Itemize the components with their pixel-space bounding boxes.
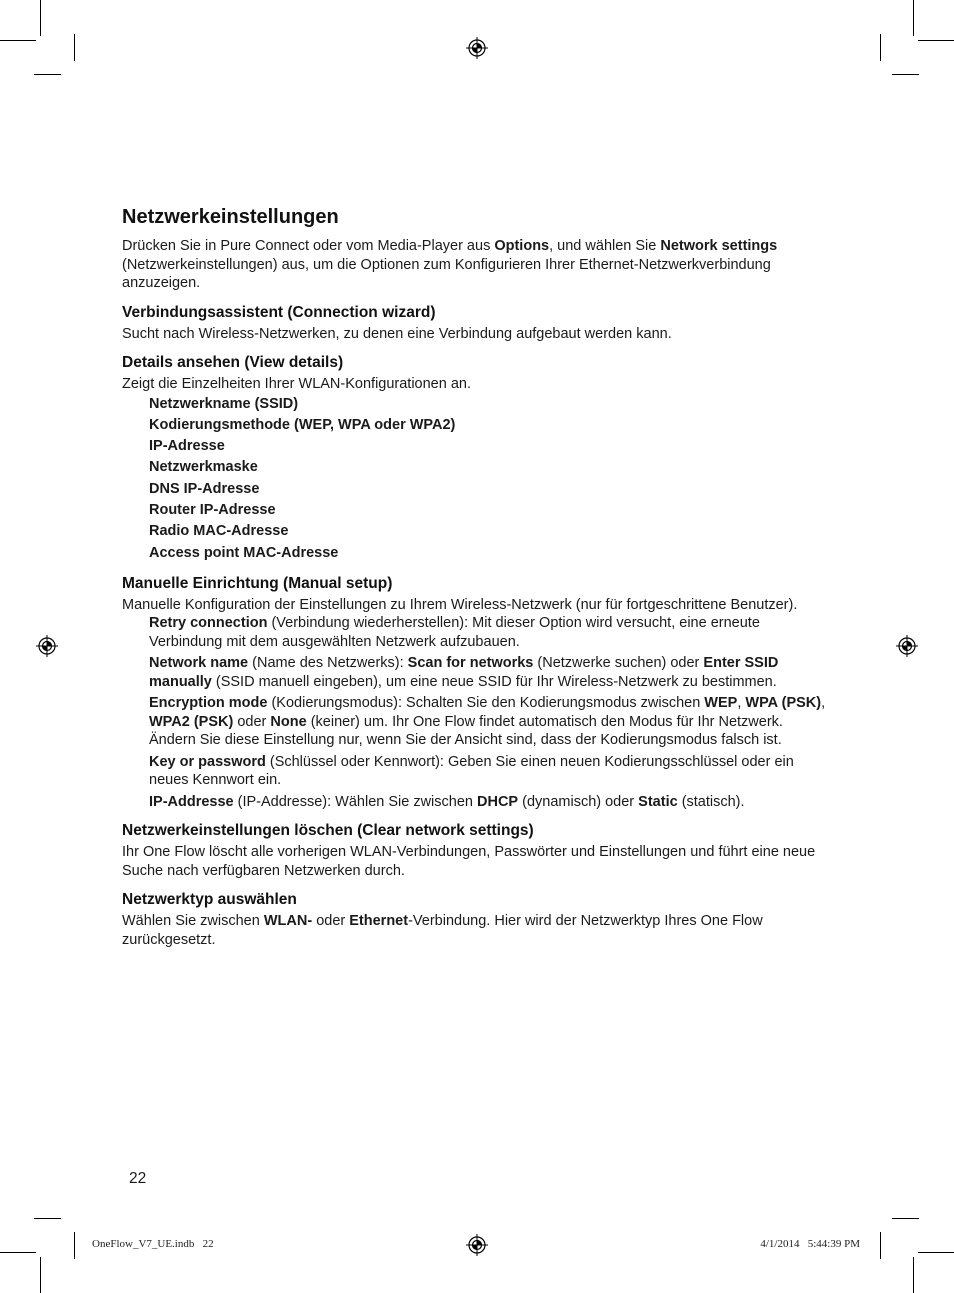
section-heading-clear: Netzwerkeinstellungen löschen (Clear network settings): [122, 822, 534, 840]
crop-mark: [74, 1232, 75, 1259]
intro-paragraph: Drücken Sie in Pure Connect oder vom Media-Player aus Options, und wählen Sie Network settings (Netzwerkeinstellungen) aus, um die Optionen zum Konfigurieren Ihrer Ethernet-Netzwerkverbindung anzuzeigen.: [122, 238, 778, 291]
manual-ip-item: IP-Addresse (IP-Addresse): Wählen Sie zwischen DHCP (dynamisch) oder Static (statisch).: [149, 793, 745, 810]
crop-mark: [34, 74, 61, 75]
crop-mark: [913, 0, 914, 36]
registration-mark-icon: [466, 1234, 488, 1256]
section-heading-type: Netzwerktyp auswählen: [122, 891, 297, 909]
crop-mark: [34, 1218, 61, 1219]
crop-mark: [74, 34, 75, 61]
manual-retry-item: Retry connection (Verbindung wiederherstellen): Mit dieser Option wird versucht, eine erneute Verbindung mit dem ausgewählten Netzwerk aufzubauen.: [149, 615, 760, 650]
crop-mark: [892, 74, 919, 75]
crop-mark: [892, 1218, 919, 1219]
registration-mark-icon: [36, 635, 58, 657]
section-text-type: Wählen Sie zwischen WLAN- oder Ethernet-Verbindung. Hier wird der Netzwerktyp Ihres One Flow zurückgesetzt.: [122, 913, 763, 948]
details-list: [122, 394, 832, 564]
crop-mark: [918, 40, 954, 41]
page-content: [122, 204, 832, 949]
manual-key-item: Key or password (Schlüssel oder Kennwort): Geben Sie einen neuen Kodierungsschlüssel oder ein neues Kennwort ein.: [149, 753, 794, 789]
footer-timestamp: 4/1/2014 5:44:39 PM: [760, 1238, 860, 1250]
list-item: Netzwerkname (SSID): [149, 395, 299, 412]
list-item: Access point MAC-Adresse: [149, 544, 339, 561]
crop-mark: [880, 1232, 881, 1259]
crop-mark: [0, 1252, 36, 1253]
manual-encryption-item: Encryption mode (Kodierungsmodus): Schalten Sie den Kodierungsmodus zwischen WEP, WPA (PSK), WPA2 (PSK) oder None (keiner) um. Ihr One Flow findet automatisch den Modus für Ihr Netzwerk. Ändern Sie diese Einstellung nur, wenn Sie der Ansicht sind, dass der Kodierungsmodus falsch ist.: [149, 695, 826, 749]
footer-file-slug: OneFlow_V7_UE.indb 22: [92, 1238, 214, 1250]
section-heading-details: Details ansehen (View details): [122, 354, 344, 371]
manual-network-name-item: Network name (Name des Netzwerks): Scan for networks (Netzwerke suchen) oder Enter SSID manually (SSID manuell eingeben), um eine neue SSID für Ihr Wireless-Netzwerk zu bestimmen.: [149, 655, 779, 690]
crop-mark: [880, 34, 881, 61]
section-text-clear: Ihr One Flow löscht alle vorherigen WLAN-Verbindungen, Passwörter und Einstellungen und führt eine neue Suche nach verfügbaren Netzwerken durch.: [122, 844, 816, 879]
page-title: Netzwerkeinstellungen: [122, 206, 339, 228]
list-item: Router IP-Adresse: [149, 501, 276, 518]
page-number: 22: [129, 1170, 147, 1187]
crop-mark: [40, 0, 41, 36]
section-text-manual: Manuelle Konfiguration der Einstellungen zu Ihrem Wireless-Netzwerk (nur für fortgeschrittene Benutzer).: [122, 596, 798, 613]
list-item: Radio MAC-Adresse: [149, 523, 289, 540]
section-text-details: Zeigt die Einzelheiten Ihrer WLAN-Konfigurationen an.: [122, 376, 471, 392]
section-heading-wizard: Verbindungsassistent (Connection wizard): [122, 303, 436, 321]
list-item: DNS IP-Adresse: [149, 480, 260, 497]
crop-mark: [0, 40, 36, 41]
crop-mark: [40, 1257, 41, 1293]
crop-mark: [913, 1257, 914, 1293]
list-item: Kodierungsmethode (WEP, WPA oder WPA2): [149, 416, 456, 433]
list-item: Netzwerkmaske: [149, 459, 258, 476]
section-heading-manual: Manuelle Einrichtung (Manual setup): [122, 574, 393, 592]
crop-mark: [918, 1252, 954, 1253]
list-item: IP-Adresse: [149, 438, 225, 455]
registration-mark-icon: [466, 37, 488, 59]
registration-mark-icon: [896, 635, 918, 657]
section-text-wizard: Sucht nach Wireless-Netzwerken, zu denen eine Verbindung aufgebaut werden kann.: [122, 325, 672, 342]
